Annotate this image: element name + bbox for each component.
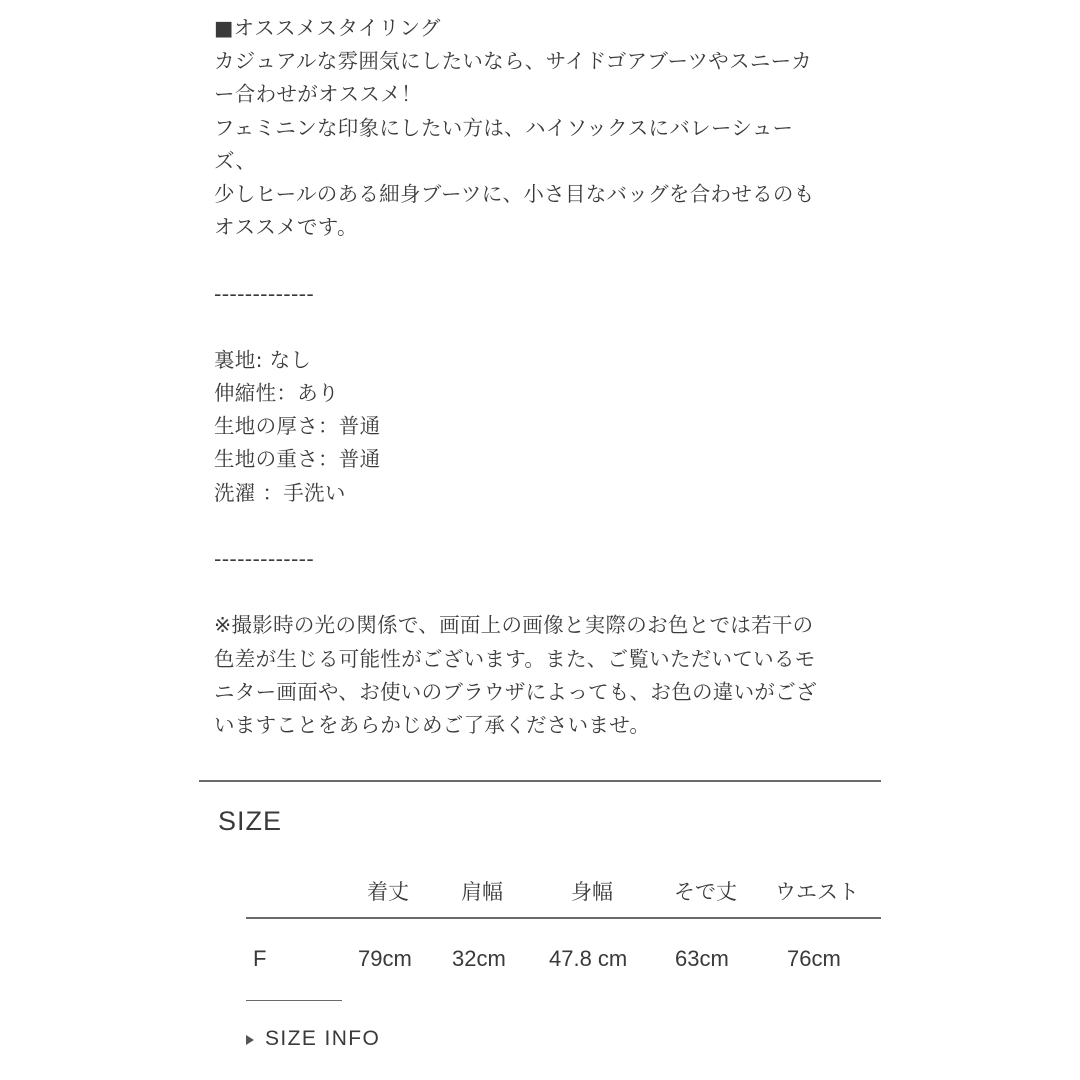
spec-line: 生地の重さ：普通	[214, 447, 381, 472]
spec-line: 伸縮性：あり	[214, 381, 339, 406]
description-divider: -------------	[214, 281, 315, 306]
description-line: オススメです。	[214, 215, 358, 240]
spec-line: 裏地: なし	[214, 347, 312, 372]
description-line: カジュアルな雰囲気にしたいなら、サイドゴアブーツやスニーカ	[214, 49, 812, 74]
product-description	[214, 12, 874, 742]
header-length: 着丈	[367, 880, 409, 904]
notice-line: いますことをあらかじめご了承くださいませ。	[214, 712, 651, 737]
description-line: ズ、	[214, 148, 257, 173]
header-waist: ウエスト	[775, 880, 859, 904]
description-line: ■オススメスタイリング	[214, 16, 441, 40]
description-divider: -------------	[214, 547, 315, 571]
section-divider	[199, 780, 881, 782]
header-body-width: 身幅	[571, 880, 613, 904]
spec-line: 洗濯 ：手洗い	[214, 480, 346, 505]
description-line: ー合わせがオススメ！	[214, 82, 422, 107]
row-rule	[246, 1000, 342, 1001]
description-line: フェミニンな印象にしたい方は、ハイソックスにバレーシュー	[214, 115, 794, 140]
spec-line: 生地の厚さ：普通	[214, 414, 381, 439]
notice-line: 色差が生じる可能性がございます。また、ご覧いただいているモ	[214, 646, 816, 671]
size-heading: SIZE	[218, 806, 283, 836]
size-table-header	[246, 868, 881, 918]
size-table	[246, 868, 881, 1002]
header-shoulder: 肩幅	[461, 880, 503, 904]
description-line: 少しヒールのある細身ブーツに、小さ目なバッグを合わせるのも	[214, 181, 815, 206]
value-body-width: 47.8 cm	[549, 946, 628, 971]
value-length: 79cm	[358, 946, 412, 971]
value-sleeve: 63cm	[675, 946, 729, 971]
size-label: F	[253, 946, 267, 971]
triangle-right-icon	[246, 1035, 254, 1045]
notice-line: ※撮影時の光の関係で、画面上の画像と実際のお色とでは若干の	[214, 613, 814, 638]
notice-line: ニター画面や、お使いのブラウザによっても、お色の違いがござ	[214, 679, 817, 704]
value-shoulder: 32cm	[452, 946, 506, 971]
table-row	[246, 918, 881, 1002]
value-waist: 76cm	[787, 946, 841, 971]
header-sleeve: そで丈	[674, 880, 737, 904]
size-info-toggle[interactable]	[246, 1027, 380, 1051]
size-info-label: SIZE INFO	[265, 1027, 381, 1050]
